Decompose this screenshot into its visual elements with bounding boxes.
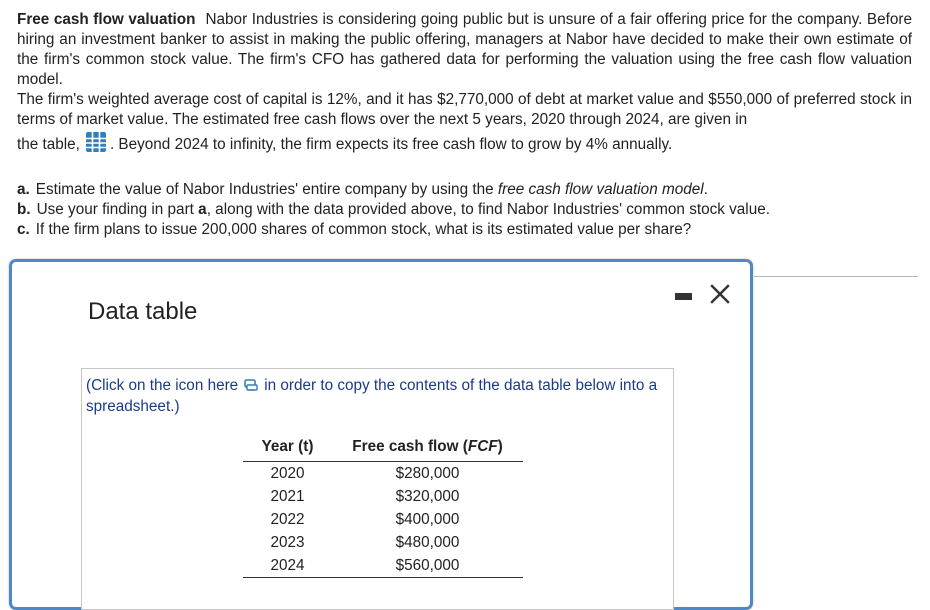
- spreadsheet-grid-icon[interactable]: [85, 131, 107, 153]
- table-row: [243, 554, 523, 578]
- fcf-cell: $280,000: [395, 464, 460, 482]
- header-year: Year (t): [243, 436, 332, 462]
- table-header-row: [243, 436, 523, 462]
- year-cell: 2020: [270, 464, 305, 482]
- copy-icon[interactable]: [244, 377, 258, 391]
- table-row: [243, 462, 523, 486]
- divider: [754, 276, 918, 277]
- fcf-data-table: [243, 436, 523, 578]
- fcf-cell: $560,000: [332, 554, 523, 578]
- data-table-dialog: [9, 259, 753, 610]
- minimize-icon[interactable]: [675, 293, 692, 300]
- question-list: [17, 180, 912, 240]
- table-row: [243, 485, 523, 508]
- question-a: a. Estimate the value of Nabor Industries' entire company by using the free cash flow valuation model.: [17, 181, 708, 198]
- table-row: [243, 531, 523, 554]
- problem-paragraph-2: [17, 90, 912, 130]
- year-cell: 2024: [243, 554, 332, 578]
- problem-text-2: The firm's weighted average cost of capital is 12%, and it has $2,770,000 of debt at market value and $550,000 of preferred stock in terms of market value. The estimated free cash flows over the next 5 years, 2020 through 2024, are given in: [17, 91, 912, 128]
- problem-paragraph-1: [17, 10, 912, 90]
- question-b: b. Use your finding in part a, along with the data provided above, to find Nabor Industries' common stock value.: [17, 201, 770, 218]
- year-cell: 2021: [270, 487, 305, 505]
- problem-statement: [17, 10, 912, 155]
- fcf-cell: $400,000: [395, 510, 460, 528]
- problem-text-1: Nabor Industries is considering going public but is unsure of a fair offering price for the company. Before hiring an investment banker to assist in making the public offering, managers at Nabor have decided to make their own estimate of the firm's common stock value. The firm's CFO has gathered data for performing the valuation using the free cash flow valuation model.: [17, 11, 912, 88]
- problem-title: Free cash flow valuation: [17, 11, 196, 28]
- copy-box: [81, 368, 674, 610]
- problem-paragraph-2-end: [17, 131, 912, 155]
- question-c: c. If the firm plans to issue 200,000 shares of common stock, what is its estimated value per share?: [17, 221, 692, 238]
- copy-instruction: (Click on the icon here in order to copy the contents of the data table below into a spreadsheet.): [86, 377, 658, 415]
- header-fcf: Free cash flow (FCF): [332, 436, 523, 462]
- dialog-title: Data table: [88, 298, 198, 325]
- problem-text-2-end: . Beyond 2024 to infinity, the firm expects its free cash flow to grow by 4% annually.: [109, 136, 673, 153]
- fcf-cell: $320,000: [395, 487, 460, 505]
- close-icon[interactable]: [708, 282, 732, 306]
- fcf-cell: $480,000: [395, 533, 460, 551]
- problem-text-2-table: the table,: [17, 136, 80, 153]
- table-row: [243, 508, 523, 531]
- year-cell: 2023: [270, 533, 305, 551]
- year-cell: 2022: [270, 510, 305, 528]
